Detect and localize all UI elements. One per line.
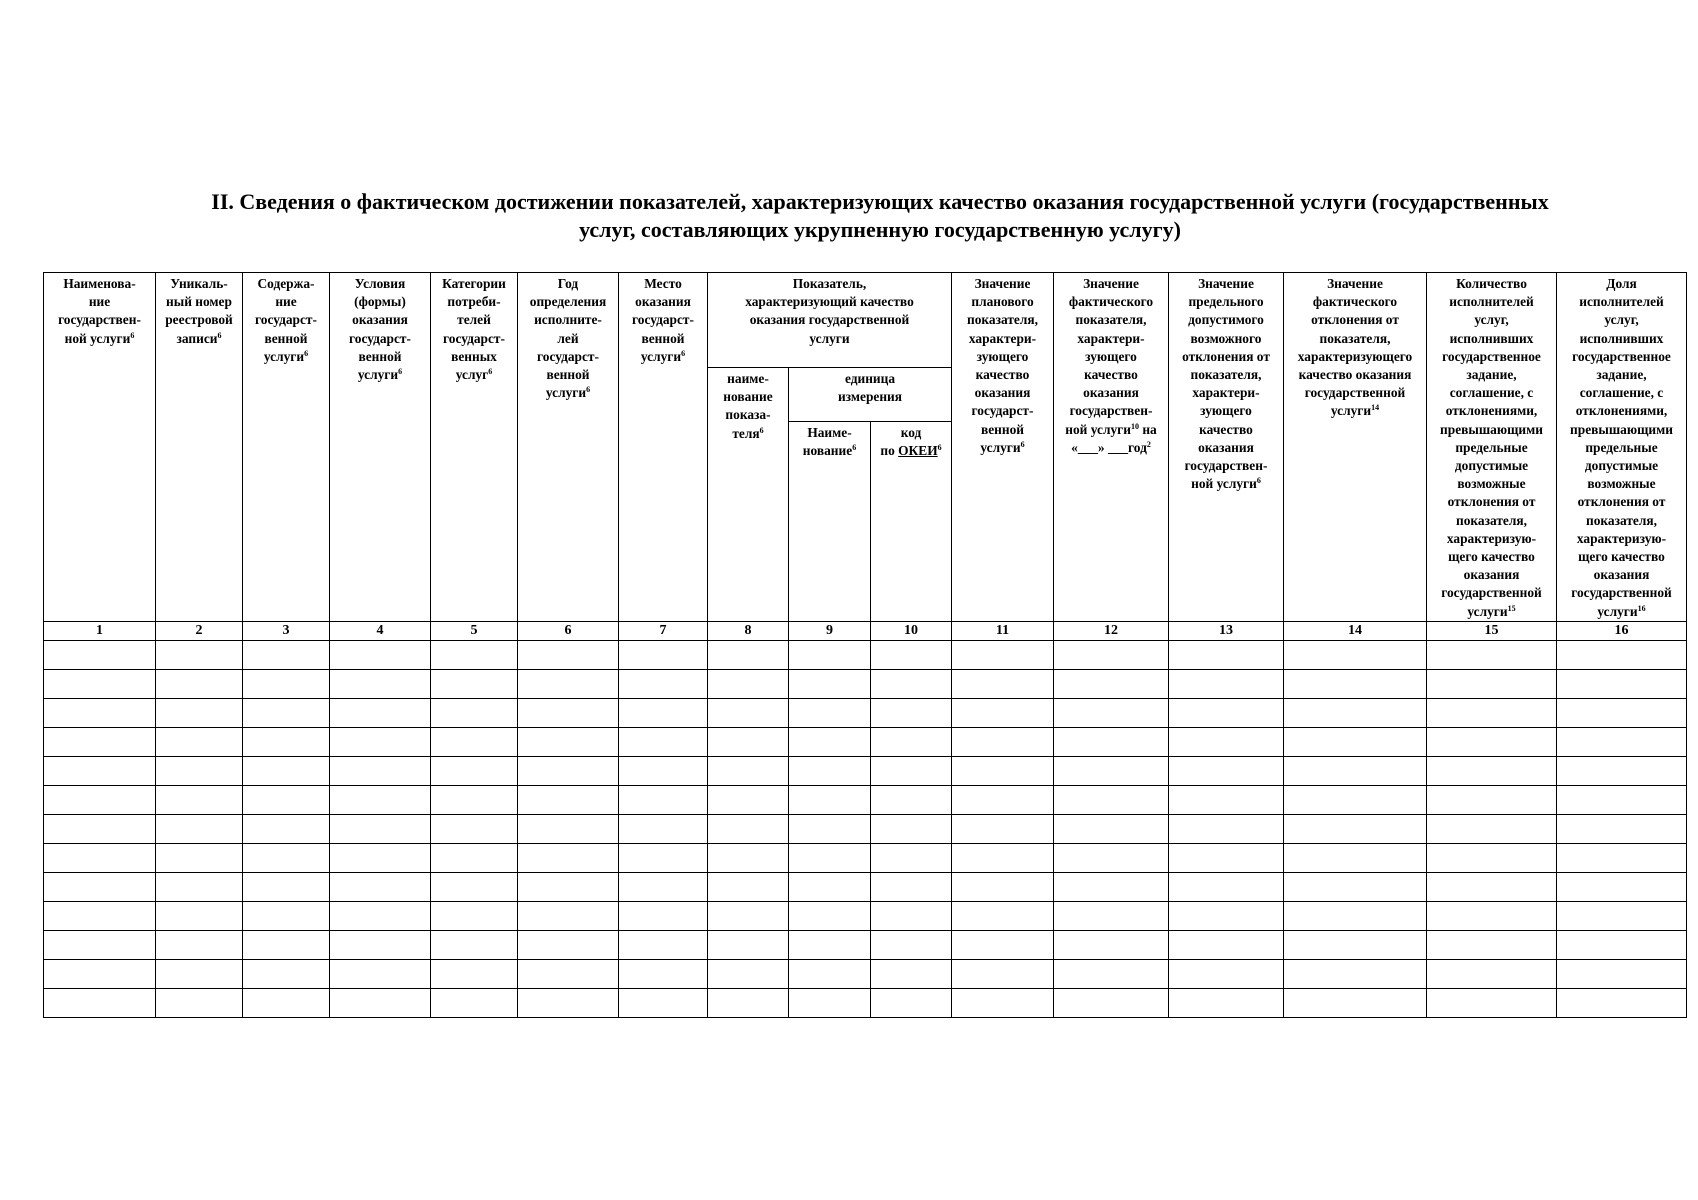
column-number: 1 bbox=[44, 621, 156, 640]
table-row bbox=[44, 843, 1687, 872]
table-cell[interactable] bbox=[871, 930, 952, 959]
table-cell[interactable] bbox=[619, 640, 708, 669]
table-cell[interactable] bbox=[1054, 959, 1169, 988]
table-cell[interactable] bbox=[44, 930, 156, 959]
table-cell[interactable] bbox=[952, 872, 1054, 901]
table-cell[interactable] bbox=[518, 872, 619, 901]
table-cell[interactable] bbox=[1169, 901, 1284, 930]
column-number: 14 bbox=[1284, 621, 1427, 640]
table-cell[interactable] bbox=[789, 669, 871, 698]
table-cell[interactable] bbox=[789, 640, 871, 669]
table-cell[interactable] bbox=[431, 669, 518, 698]
column-number: 11 bbox=[952, 621, 1054, 640]
table-cell[interactable] bbox=[1557, 843, 1687, 872]
table-cell[interactable] bbox=[156, 669, 243, 698]
table-cell[interactable] bbox=[619, 843, 708, 872]
table-cell[interactable] bbox=[243, 640, 330, 669]
table-cell[interactable] bbox=[708, 930, 789, 959]
table-cell[interactable] bbox=[1557, 698, 1687, 727]
table-cell[interactable] bbox=[708, 843, 789, 872]
table-row bbox=[44, 814, 1687, 843]
table-cell[interactable] bbox=[156, 814, 243, 843]
table-cell[interactable] bbox=[330, 814, 431, 843]
table-row bbox=[44, 640, 1687, 669]
table-cell[interactable] bbox=[243, 843, 330, 872]
table-cell[interactable] bbox=[871, 988, 952, 1017]
table-cell[interactable] bbox=[871, 785, 952, 814]
header-max-deviation: Значение предельного допустимого возможного отклонения от показателя, характери- зующего качество оказания государствен- ной услуги$^6$ bbox=[1169, 273, 1284, 622]
table-cell[interactable] bbox=[789, 814, 871, 843]
table-cell[interactable] bbox=[518, 669, 619, 698]
table-cell[interactable] bbox=[952, 785, 1054, 814]
table-cell[interactable] bbox=[1169, 698, 1284, 727]
column-number: 5 bbox=[431, 621, 518, 640]
table-cell[interactable] bbox=[44, 785, 156, 814]
table-cell[interactable] bbox=[1557, 959, 1687, 988]
table-cell[interactable] bbox=[619, 814, 708, 843]
table-cell[interactable] bbox=[708, 785, 789, 814]
header-consumer-categories: Категории потреби- телей государст- венных услуг$^6$ bbox=[431, 273, 518, 622]
table-cell[interactable] bbox=[330, 727, 431, 756]
table-cell[interactable] bbox=[708, 669, 789, 698]
table-cell[interactable] bbox=[952, 814, 1054, 843]
table-cell[interactable] bbox=[1557, 640, 1687, 669]
table-cell[interactable] bbox=[156, 785, 243, 814]
table-cell[interactable] bbox=[330, 785, 431, 814]
table-cell[interactable] bbox=[952, 669, 1054, 698]
table-row bbox=[44, 727, 1687, 756]
table-cell[interactable] bbox=[1054, 756, 1169, 785]
table-cell[interactable] bbox=[952, 640, 1054, 669]
table-cell[interactable] bbox=[1557, 988, 1687, 1017]
table-cell[interactable] bbox=[1054, 872, 1169, 901]
table-cell[interactable] bbox=[1054, 901, 1169, 930]
table-cell[interactable] bbox=[1169, 727, 1284, 756]
table-cell[interactable] bbox=[619, 988, 708, 1017]
table-cell[interactable] bbox=[871, 698, 952, 727]
table-cell[interactable] bbox=[708, 698, 789, 727]
header-determination-year: Год определения исполните- лей государст- венной услуги$^6$ bbox=[518, 273, 619, 622]
table-cell[interactable] bbox=[1169, 988, 1284, 1017]
table-cell[interactable] bbox=[431, 814, 518, 843]
section-title-line-1: II. Сведения о фактическом достижении показателей, характеризующих качество оказания государственной услуги (государственных bbox=[211, 189, 1549, 214]
table-row bbox=[44, 901, 1687, 930]
table-cell[interactable] bbox=[156, 930, 243, 959]
table-cell[interactable] bbox=[1427, 872, 1557, 901]
table-row bbox=[44, 872, 1687, 901]
table-cell[interactable] bbox=[330, 959, 431, 988]
header-unit-group: единица измерения bbox=[789, 368, 952, 422]
table-cell[interactable] bbox=[708, 727, 789, 756]
header-unit-name: Наиме- нование$^6$ bbox=[789, 421, 871, 621]
header-service-content: Содержа- ние государст- венной услуги$^6$ bbox=[243, 273, 330, 622]
table-cell[interactable] bbox=[1557, 901, 1687, 930]
table-cell[interactable] bbox=[243, 814, 330, 843]
table-cell[interactable] bbox=[952, 988, 1054, 1017]
table-row bbox=[44, 698, 1687, 727]
table-cell[interactable] bbox=[243, 727, 330, 756]
table-cell[interactable] bbox=[1169, 640, 1284, 669]
quality-indicators-table bbox=[43, 272, 1687, 1018]
table-cell[interactable] bbox=[518, 785, 619, 814]
table-cell[interactable] bbox=[789, 756, 871, 785]
header-actual-value bbox=[1054, 273, 1169, 622]
table-cell[interactable] bbox=[518, 930, 619, 959]
table-cell[interactable] bbox=[330, 640, 431, 669]
table-cell[interactable] bbox=[952, 843, 1054, 872]
section-title bbox=[110, 188, 1650, 244]
table-cell[interactable] bbox=[619, 901, 708, 930]
table-cell[interactable] bbox=[1427, 698, 1557, 727]
table-cell[interactable] bbox=[243, 988, 330, 1017]
table-cell[interactable] bbox=[1054, 640, 1169, 669]
table-cell[interactable] bbox=[431, 988, 518, 1017]
column-number: 6 bbox=[518, 621, 619, 640]
table-cell[interactable] bbox=[330, 872, 431, 901]
table-cell[interactable] bbox=[1054, 930, 1169, 959]
table-cell[interactable] bbox=[330, 988, 431, 1017]
table-cell[interactable] bbox=[1284, 959, 1427, 988]
table-cell[interactable] bbox=[431, 843, 518, 872]
table-cell[interactable] bbox=[619, 669, 708, 698]
header-executors-share: Доля исполнителей услуг, исполнивших государственное задание, соглашение, с отклонениями, превышающими предельные допустимые возможные отклонения от показателя, характеризую- щего качество оказания государственной услуги$^{16}$ bbox=[1557, 273, 1687, 622]
table-cell[interactable] bbox=[518, 988, 619, 1017]
table-cell[interactable] bbox=[518, 901, 619, 930]
table-cell[interactable] bbox=[1284, 698, 1427, 727]
header-actual-value-lines: Значение фактического показателя, характери- зующего качество оказания государствен- bbox=[1068, 276, 1154, 419]
table-cell[interactable] bbox=[44, 698, 156, 727]
table-cell[interactable] bbox=[871, 872, 952, 901]
table-cell[interactable] bbox=[871, 640, 952, 669]
table-cell[interactable] bbox=[1427, 640, 1557, 669]
table-cell[interactable] bbox=[1557, 930, 1687, 959]
table-cell[interactable] bbox=[518, 756, 619, 785]
table-cell[interactable] bbox=[1169, 814, 1284, 843]
table-cell[interactable] bbox=[431, 640, 518, 669]
table-cell[interactable] bbox=[789, 872, 871, 901]
header-planned-value: Значение планового показателя, характери- зующего качество оказания государст- венной услуги$^6$ bbox=[952, 273, 1054, 622]
table-cell[interactable] bbox=[243, 669, 330, 698]
table-cell[interactable] bbox=[156, 640, 243, 669]
table-cell[interactable] bbox=[619, 930, 708, 959]
table-cell[interactable] bbox=[330, 756, 431, 785]
table-cell[interactable] bbox=[1284, 901, 1427, 930]
column-number: 12 bbox=[1054, 621, 1169, 640]
table-cell[interactable] bbox=[952, 756, 1054, 785]
column-number: 16 bbox=[1557, 621, 1687, 640]
table-cell[interactable] bbox=[1427, 669, 1557, 698]
table-row bbox=[44, 669, 1687, 698]
header-registry-number: Уникаль- ный номер реестровой записи$^6$ bbox=[156, 273, 243, 622]
table-cell[interactable] bbox=[1054, 785, 1169, 814]
header-service-name: Наименова- ние государствен- ной услуги$^6$ bbox=[44, 273, 156, 622]
table-cell[interactable] bbox=[44, 901, 156, 930]
table-cell[interactable] bbox=[518, 640, 619, 669]
table-cell[interactable] bbox=[431, 930, 518, 959]
table-cell[interactable] bbox=[44, 959, 156, 988]
table-cell[interactable] bbox=[952, 930, 1054, 959]
table-cell[interactable] bbox=[1557, 727, 1687, 756]
table-cell[interactable] bbox=[708, 756, 789, 785]
table-cell[interactable] bbox=[871, 814, 952, 843]
table-row bbox=[44, 785, 1687, 814]
table-cell[interactable] bbox=[431, 727, 518, 756]
table-cell[interactable] bbox=[156, 872, 243, 901]
table-cell[interactable] bbox=[156, 756, 243, 785]
table-cell[interactable] bbox=[431, 756, 518, 785]
table-cell[interactable] bbox=[156, 843, 243, 872]
table-cell[interactable] bbox=[1427, 988, 1557, 1017]
table-row bbox=[44, 930, 1687, 959]
table-cell[interactable] bbox=[1169, 959, 1284, 988]
table-cell[interactable] bbox=[871, 843, 952, 872]
table-cell[interactable] bbox=[1427, 727, 1557, 756]
header-actual-value-line-10: «___» ___год$^2$ bbox=[1071, 439, 1151, 455]
table-cell[interactable] bbox=[1054, 727, 1169, 756]
table-cell[interactable] bbox=[789, 727, 871, 756]
table-cell[interactable] bbox=[1284, 988, 1427, 1017]
table-cell[interactable] bbox=[330, 843, 431, 872]
table-cell[interactable] bbox=[156, 698, 243, 727]
table-cell[interactable] bbox=[871, 901, 952, 930]
table-cell[interactable] bbox=[789, 988, 871, 1017]
table-cell[interactable] bbox=[952, 727, 1054, 756]
table-cell[interactable] bbox=[431, 698, 518, 727]
table-cell[interactable] bbox=[1284, 756, 1427, 785]
table-cell[interactable] bbox=[1054, 843, 1169, 872]
table-cell[interactable] bbox=[1284, 640, 1427, 669]
table-cell[interactable] bbox=[952, 698, 1054, 727]
table-cell[interactable] bbox=[1284, 930, 1427, 959]
header-service-conditions: Условия (формы) оказания государст- венной услуги$^6$ bbox=[330, 273, 431, 622]
column-number: 8 bbox=[708, 621, 789, 640]
table-cell[interactable] bbox=[330, 901, 431, 930]
table-cell[interactable] bbox=[871, 959, 952, 988]
header-indicator-name: наиме- нование показа- теля$^6$ bbox=[708, 368, 789, 622]
table-cell[interactable] bbox=[619, 872, 708, 901]
table-cell[interactable] bbox=[1284, 814, 1427, 843]
table-cell[interactable] bbox=[708, 901, 789, 930]
table-cell[interactable] bbox=[789, 959, 871, 988]
table-cell[interactable] bbox=[708, 959, 789, 988]
table-cell[interactable] bbox=[1169, 872, 1284, 901]
table-cell[interactable] bbox=[789, 843, 871, 872]
header-actual-value-line-9: ной услуги$^{10}$ на bbox=[1065, 421, 1157, 437]
table-cell[interactable] bbox=[871, 756, 952, 785]
table-cell[interactable] bbox=[44, 988, 156, 1017]
table-cell[interactable] bbox=[1169, 756, 1284, 785]
table-cell[interactable] bbox=[330, 930, 431, 959]
table-cell[interactable] bbox=[156, 901, 243, 930]
table-cell[interactable] bbox=[518, 814, 619, 843]
table-cell[interactable] bbox=[518, 843, 619, 872]
table-cell[interactable] bbox=[708, 640, 789, 669]
table-row bbox=[44, 988, 1687, 1017]
column-number: 4 bbox=[330, 621, 431, 640]
table-cell[interactable] bbox=[708, 872, 789, 901]
table-cell[interactable] bbox=[1284, 843, 1427, 872]
table-cell[interactable] bbox=[952, 901, 1054, 930]
table-cell[interactable] bbox=[1054, 814, 1169, 843]
table-cell[interactable] bbox=[1054, 988, 1169, 1017]
table-cell[interactable] bbox=[619, 727, 708, 756]
table-cell[interactable] bbox=[619, 756, 708, 785]
table-cell[interactable] bbox=[619, 698, 708, 727]
table-cell[interactable] bbox=[330, 669, 431, 698]
table-cell[interactable] bbox=[1427, 843, 1557, 872]
table-cell[interactable] bbox=[952, 959, 1054, 988]
table-cell[interactable] bbox=[708, 988, 789, 1017]
table-cell[interactable] bbox=[1054, 669, 1169, 698]
table-cell[interactable] bbox=[243, 785, 330, 814]
table-cell[interactable] bbox=[619, 959, 708, 988]
table-cell[interactable] bbox=[1169, 930, 1284, 959]
section-title-line-2: услуг, составляющих укрупненную государственную услугу) bbox=[579, 217, 1181, 242]
table-cell[interactable] bbox=[44, 843, 156, 872]
column-number: 13 bbox=[1169, 621, 1284, 640]
table-cell[interactable] bbox=[1557, 669, 1687, 698]
table-cell[interactable] bbox=[44, 669, 156, 698]
table-cell[interactable] bbox=[871, 669, 952, 698]
table-cell[interactable] bbox=[44, 727, 156, 756]
table-cell[interactable] bbox=[243, 756, 330, 785]
column-number: 7 bbox=[619, 621, 708, 640]
table-cell[interactable] bbox=[1284, 872, 1427, 901]
table-cell[interactable] bbox=[871, 727, 952, 756]
table-cell[interactable] bbox=[1284, 785, 1427, 814]
table-cell[interactable] bbox=[1169, 785, 1284, 814]
table-row bbox=[44, 756, 1687, 785]
column-number: 2 bbox=[156, 621, 243, 640]
header-executors-count: Количество исполнителей услуг, исполнивших государственное задание, соглашение, с отклонениями, превышающими предельные допустимые возможные отклонения от показателя, характеризую- щего качество оказания государственной услуги$^{15}$ bbox=[1427, 273, 1557, 622]
table-cell[interactable] bbox=[44, 814, 156, 843]
table-cell[interactable] bbox=[1284, 727, 1427, 756]
table-cell[interactable] bbox=[243, 959, 330, 988]
table-cell[interactable] bbox=[1427, 785, 1557, 814]
table-cell[interactable] bbox=[1284, 669, 1427, 698]
table-cell[interactable] bbox=[1427, 814, 1557, 843]
table-cell[interactable] bbox=[789, 785, 871, 814]
table-cell[interactable] bbox=[156, 959, 243, 988]
table-cell[interactable] bbox=[431, 901, 518, 930]
table-cell[interactable] bbox=[789, 901, 871, 930]
header-quality-indicator-group: Показатель, характеризующий качество оказания государственной услуги bbox=[708, 273, 952, 368]
table-cell[interactable] bbox=[431, 872, 518, 901]
table-cell[interactable] bbox=[1169, 843, 1284, 872]
table-cell[interactable] bbox=[1427, 901, 1557, 930]
table-cell[interactable] bbox=[518, 727, 619, 756]
table-cell[interactable] bbox=[156, 988, 243, 1017]
table-cell[interactable] bbox=[243, 901, 330, 930]
header-okei-code: код по ОКЕИ$^6$ bbox=[871, 421, 952, 621]
table-cell[interactable] bbox=[789, 930, 871, 959]
table-cell[interactable] bbox=[431, 785, 518, 814]
table-cell[interactable] bbox=[243, 930, 330, 959]
header-service-place: Место оказания государст- венной услуги$^6$ bbox=[619, 273, 708, 622]
table-cell[interactable] bbox=[1054, 698, 1169, 727]
table-cell[interactable] bbox=[518, 698, 619, 727]
table-cell[interactable] bbox=[1427, 959, 1557, 988]
table-cell[interactable] bbox=[1557, 785, 1687, 814]
table-cell[interactable] bbox=[1557, 756, 1687, 785]
table-row bbox=[44, 959, 1687, 988]
table-cell[interactable] bbox=[44, 872, 156, 901]
column-number: 3 bbox=[243, 621, 330, 640]
table-cell[interactable] bbox=[44, 756, 156, 785]
table-cell[interactable] bbox=[1169, 669, 1284, 698]
table-cell[interactable] bbox=[431, 959, 518, 988]
table-cell[interactable] bbox=[44, 640, 156, 669]
column-number: 15 bbox=[1427, 621, 1557, 640]
table-cell[interactable] bbox=[708, 814, 789, 843]
column-number: 10 bbox=[871, 621, 952, 640]
table-cell[interactable] bbox=[156, 727, 243, 756]
table-cell[interactable] bbox=[243, 872, 330, 901]
table-cell[interactable] bbox=[789, 698, 871, 727]
column-number-row bbox=[44, 621, 1687, 640]
header-actual-deviation: Значение фактического отклонения от показателя, характеризующего качество оказания государственной услуги$^{14}$ bbox=[1284, 273, 1427, 622]
table-cell[interactable] bbox=[619, 785, 708, 814]
table-cell[interactable] bbox=[1427, 930, 1557, 959]
table-cell[interactable] bbox=[518, 959, 619, 988]
table-cell[interactable] bbox=[330, 698, 431, 727]
table-cell[interactable] bbox=[243, 698, 330, 727]
column-number: 9 bbox=[789, 621, 871, 640]
table-cell[interactable] bbox=[1557, 872, 1687, 901]
table-cell[interactable] bbox=[1557, 814, 1687, 843]
table-cell[interactable] bbox=[1427, 756, 1557, 785]
